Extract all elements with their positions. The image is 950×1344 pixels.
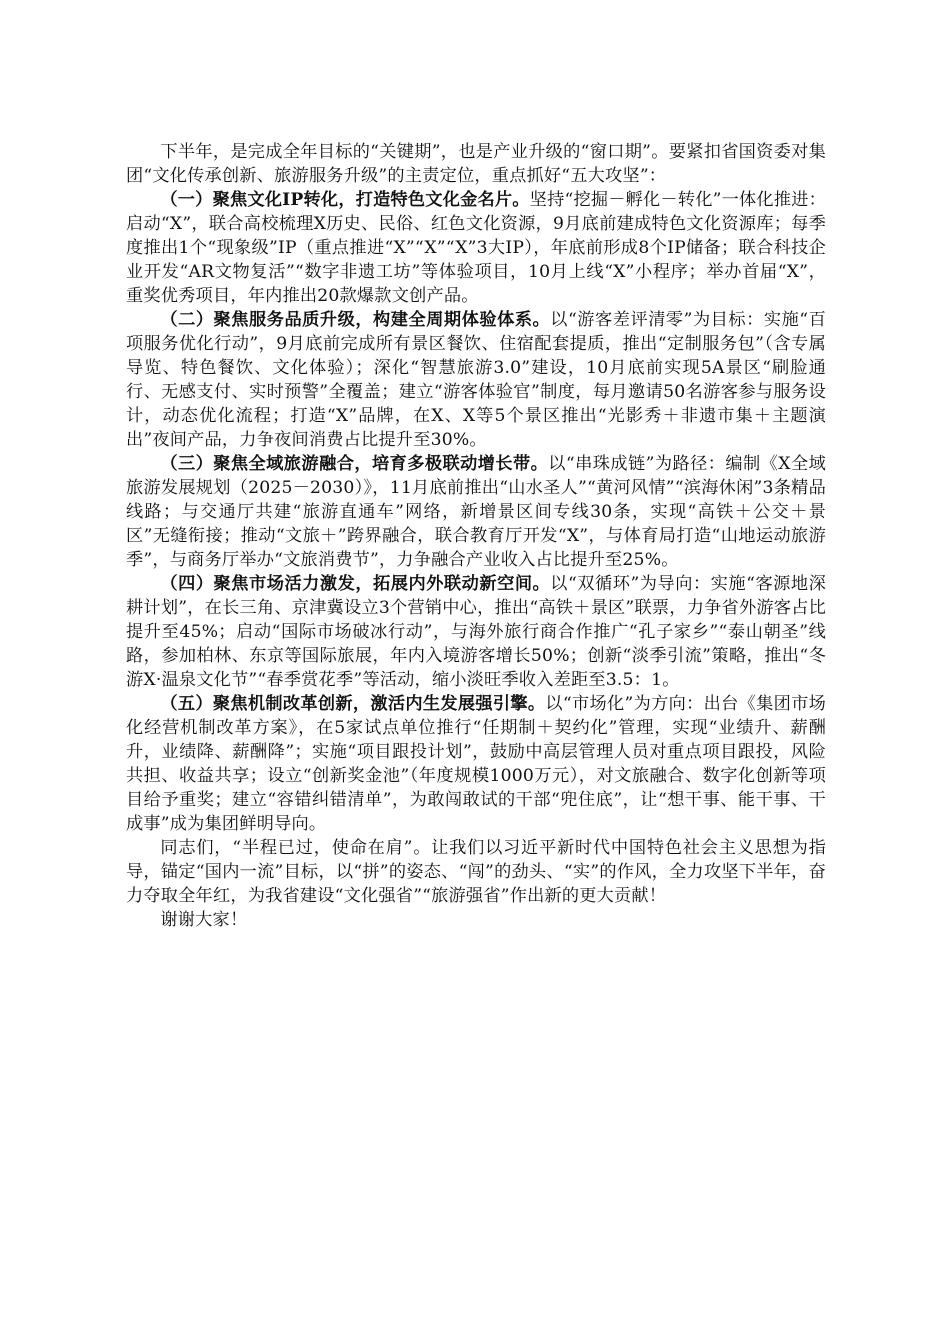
section-5-body: 以“市场化”为方向：出台《集团市场化经营机制改革方案》，在5家试点单位推行“任期制＋契约化”管理，实现“业绩升、薪酬升，业绩降、薪酬降”；实施“项目跟投计划”，鼓励中高层管理人员对重点项目跟投，风险共担、收益共享；设立“创新奖金池”（年度规模1000万元），对文旅融合、数字化创新等项目给予重奖；建立“容错纠错清单”，为敢闯敢试的干部“兜住底”，让“想干事、能干事、干成事”成为集团鲜明导向。: [126, 694, 826, 834]
intro-paragraph: 下半年，是完成全年目标的“关键期”，也是产业升级的“窗口期”。要紧扣省国资委对集团“文化传承创新、旅游服务升级”的主责定位，重点抓好“五大攻坚”：: [126, 142, 826, 186]
section-4-body: 以“双循环”为导向：实施“客源地深耕计划”，在长三角、京津冀设立3个营销中心，推出“高铁＋景区”联票，力争省外游客占比提升至45%；启动“国际市场破冰行动”，与海外旅行商合作推广“孔子家乡”“泰山朝圣”线路，参加柏林、东京等国际旅展，年内入境游客增长50%；创新“淡季引流”策略，推出“冬游X·温泉文化节”“春季赏花季”等活动，缩小淡旺季收入差距至3.5：1。: [126, 574, 826, 690]
section-2-paragraph: [126, 308, 826, 452]
section-3-paragraph: [126, 452, 826, 572]
section-4-paragraph: [126, 572, 826, 692]
section-1-heading: （一）聚焦文化IP转化，打造特色文化金名片。: [160, 190, 530, 210]
section-1-body: 坚持“挖掘－孵化－转化”一体化推进：启动“X”，联合高校梳理X历史、民俗、红色文化资源，9月底前建成特色文化资源库；每季度推出1个“现象级”IP（重点推进“X”“X”“X”3大IP），年底前形成8个IP储备；联合科技企业开发“AR文物复活”“数字非遗工坊”等体验项目，10月上线“X”小程序；举办首届“X”，重奖优秀项目，年内推出20款爆款文创产品。: [126, 190, 826, 306]
section-1-paragraph: [126, 188, 826, 308]
section-5-paragraph: [126, 692, 826, 836]
section-3-heading: （三）聚焦全域旅游融合，培育多极联动增长带。: [160, 454, 549, 474]
section-3-body: 以“串珠成链”为路径：编制《X全域旅游发展规划（2025－2030）》，11月底前推出“山水圣人”“黄河风情”“滨海休闲”3条精品线路；与交通厅共建“旅游直通车”网络，新增景区间专线30条，实现“高铁＋公交＋景区”无缝衔接；推动“文旅＋”跨界融合，联合教育厅开发“X”，与体育局打造“山地运动旅游季”，与商务厅举办“文旅消费节”，力争融合产业收入占比提升至25%。: [126, 454, 826, 570]
document-body: [126, 140, 826, 932]
thanks-line: 谢谢大家！: [160, 910, 248, 930]
section-2-heading: （二）聚焦服务品质升级，构建全周期体验体系。: [160, 310, 551, 330]
closing-paragraph: 同志们，“半程已过，使命在肩”。让我们以习近平新时代中国特色社会主义思想为指导，锚定“国内一流”目标，以“拼”的姿态、“闯”的劲头、“实”的作风，全力攻坚下半年，奋力夺取全年红，为我省建设“文化强省”“旅游强省”作出新的更大贡献！: [126, 838, 826, 906]
section-4-heading: （四）聚焦市场活力激发，拓展内外联动新空间。: [160, 574, 551, 594]
section-2-body: 以“游客差评清零”为目标：实施“百项服务优化行动”，9月底前完成所有景区餐饮、住宿配套提质，推出“定制服务包”（含专属导览、特色餐饮、文化体验）；深化“智慧旅游3.0”建设，10月底前实现5A景区“刷脸通行、无感支付、实时预警”全覆盖；建立“游客体验官”制度，每月邀请50名游客参与服务设计，动态优化流程；打造“X”品牌，在X、X等5个景区推出“光影秀＋非遗市集＋主题演出”夜间产品，力争夜间消费占比提升至30%。: [126, 310, 826, 450]
section-5-heading: （五）聚焦机制改革创新，激活内生发展强引擎。: [160, 694, 546, 714]
